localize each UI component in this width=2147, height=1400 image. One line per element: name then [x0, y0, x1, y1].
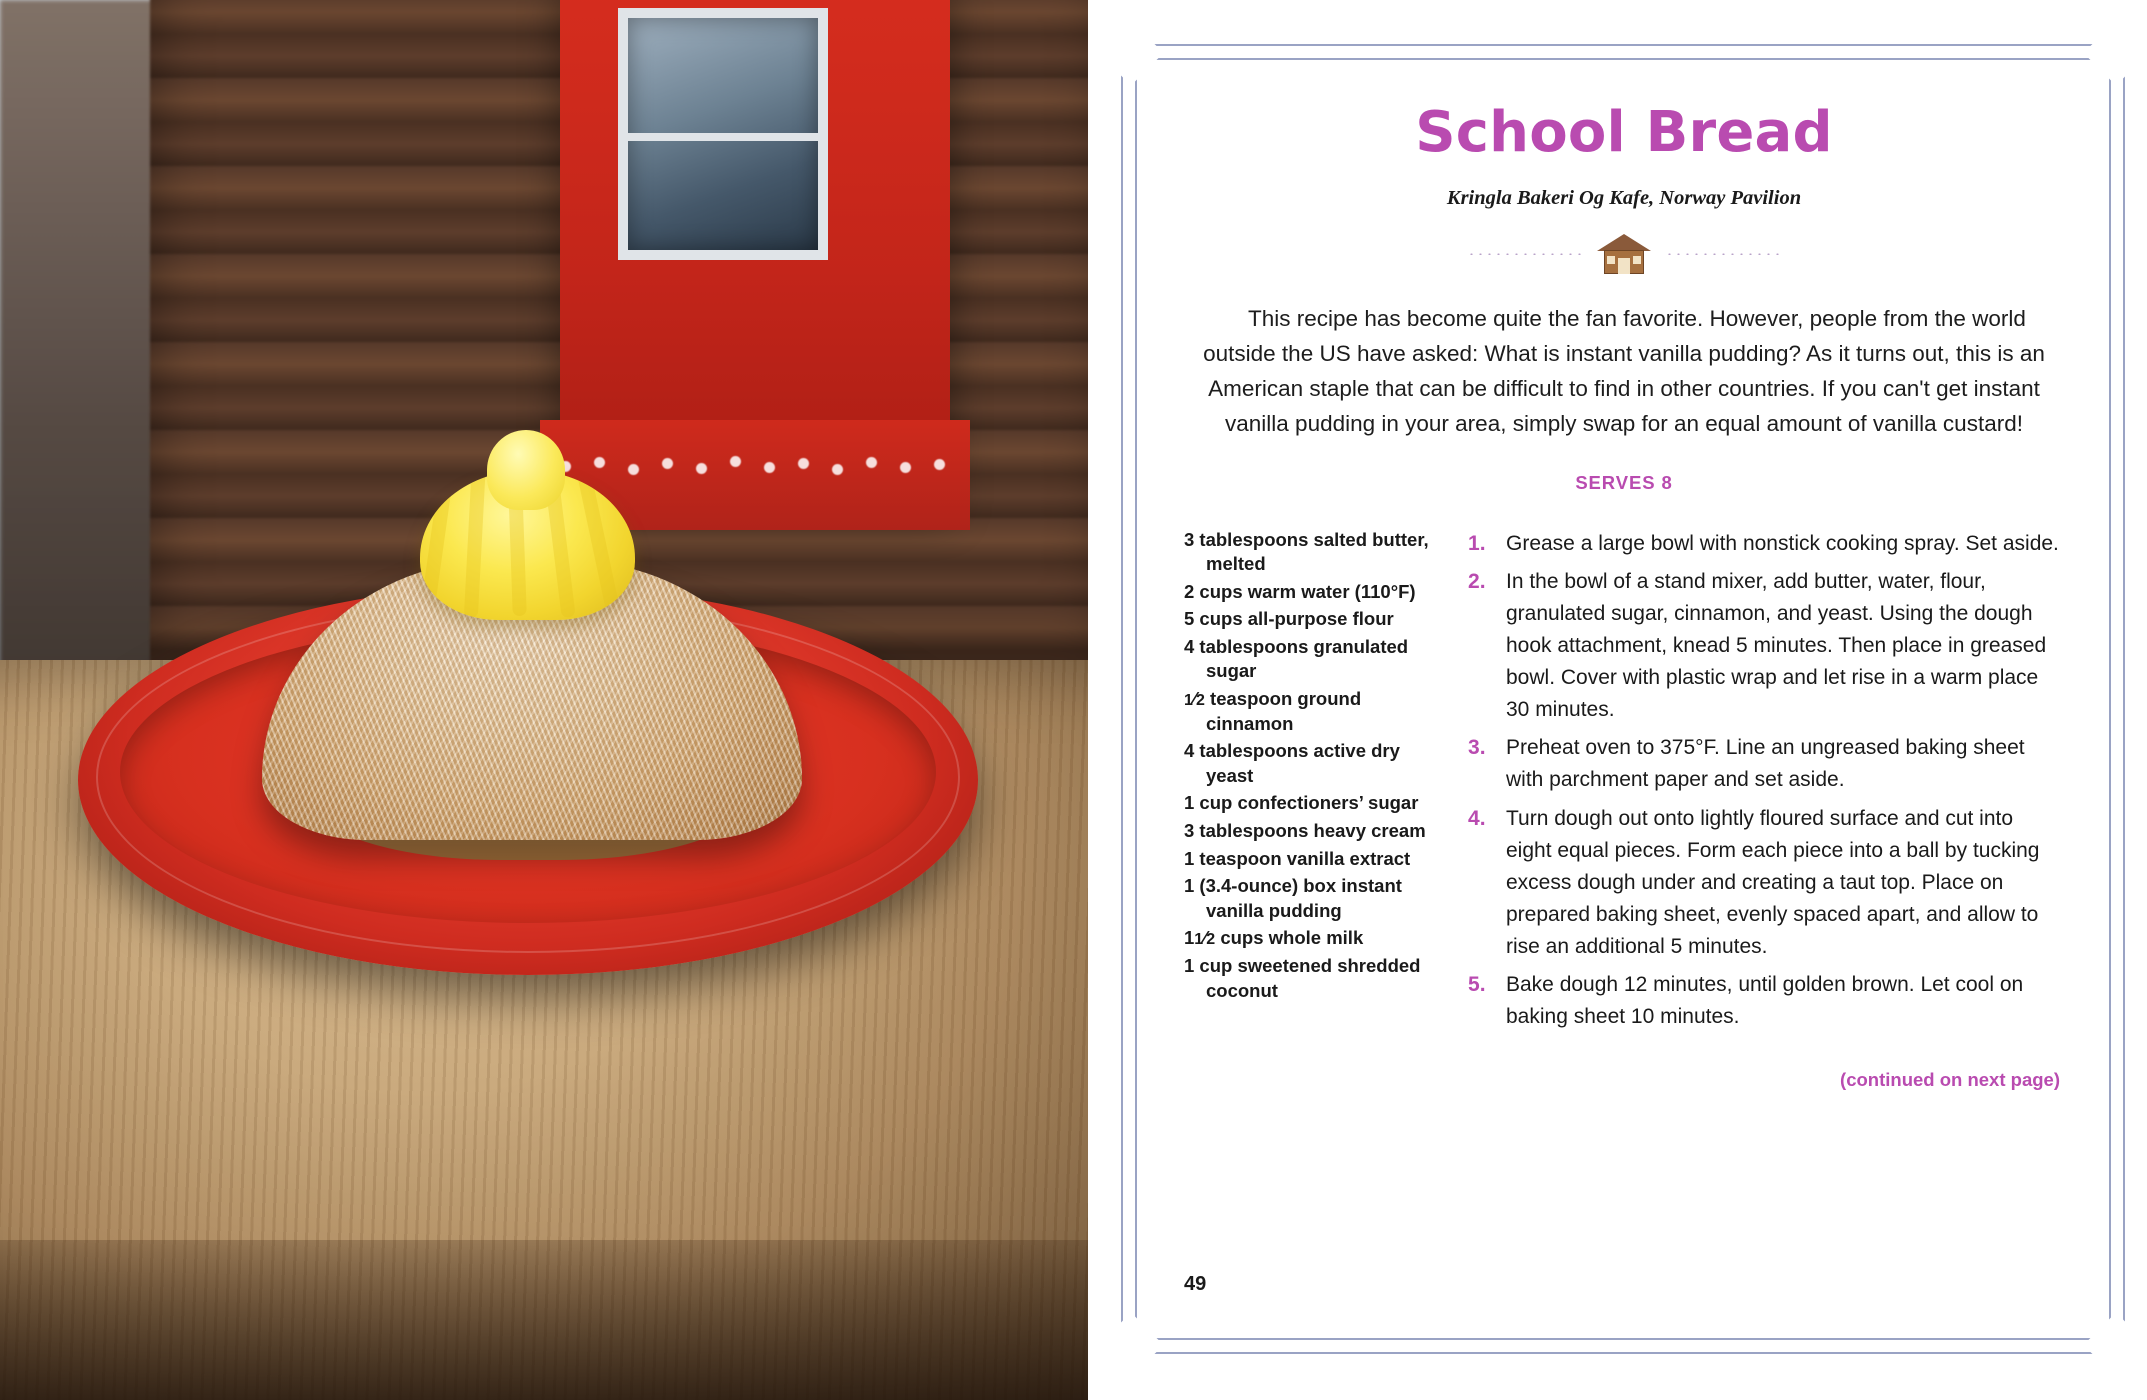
dot-rule-right	[1665, 253, 1781, 255]
list-item: Grease a large bowl with nonstick cooking spray. Set aside.	[1506, 531, 2059, 555]
list-item: 2 cups warm water (110°F)	[1184, 580, 1416, 602]
list-item: 3 tablespoons salted butter, melted	[1184, 528, 1429, 575]
instructions-list	[1468, 528, 2064, 1092]
continued-note: (continued on next page)	[1840, 1069, 2060, 1091]
list-item: 1 (3.4-ounce) box instant vanilla pudding	[1184, 875, 1402, 921]
decorative-dot-trim	[560, 455, 960, 495]
window-pane	[618, 8, 828, 260]
list-item: 4 tablespoons active dry yeast	[1184, 740, 1400, 786]
recipe-title: School Bread	[1415, 100, 1833, 165]
recipe-content	[1184, 80, 2064, 1091]
list-item: 1 cup sweetened shredded coconut	[1184, 955, 1421, 1001]
list-item: Bake dough 12 minutes, until golden brown. Let cool on baking sheet 10 minutes.	[1506, 973, 2024, 1029]
recipe-columns	[1184, 528, 2064, 1092]
list-item: 3 tablespoons heavy cream	[1184, 820, 1426, 842]
table-shadow	[0, 1240, 1088, 1400]
list-item: 1 cup confectioners’ sugar	[1184, 792, 1419, 814]
list-item: Preheat oven to 375°F. Line an ungreased baking sheet with parchment paper and set aside.	[1506, 736, 2025, 792]
dot-rule-left	[1467, 253, 1583, 255]
list-item: 4 tablespoons granulated sugar	[1184, 635, 1409, 682]
page-number: 49	[1184, 1273, 1207, 1295]
list-item: 11⁄2 cups whole milk	[1184, 927, 1364, 949]
serves-label: SERVES 8	[1575, 471, 1673, 493]
list-item: 1⁄2 teaspoon ground cinnamon	[1184, 688, 1362, 734]
recipe-page	[1088, 0, 2147, 1400]
ingredients-list	[1184, 528, 1432, 1092]
list-item: In the bowl of a stand mixer, add butter, water, flour, granulated sugar, cinnamon, and yeast. Using the dough hook attachment, knead 5 minutes. Then place in greased bowl. Cover with plastic wrap and let rise in a warm place 30 minutes.	[1506, 569, 2047, 722]
recipe-location: Kringla Bakeri Og Kafe, Norway Pavilion	[1446, 187, 1802, 209]
cream-peak	[487, 430, 565, 510]
cabin-icon	[1597, 232, 1651, 276]
list-item: 1 teaspoon vanilla extract	[1184, 847, 1411, 869]
list-item: 5 cups all-purpose flour	[1184, 608, 1394, 630]
list-item: Turn dough out onto lightly floured surface and cut into eight equal pieces. Form each piece into a ball by tucking excess dough under and creating a taut top. Place on prepared baking sheet, evenly spaced apart, and allow to rise an additional 5 minutes.	[1506, 806, 2040, 958]
recipe-intro: This recipe has become quite the fan favorite. However, people from the world outside the US have asked: What is instant vanilla pudding? As it turns out, this is an American staple that can be difficult to find in other countries. If you can't get instant vanilla pudding in your area, simply swap for an equal amount of vanilla custard!	[1203, 306, 2045, 436]
ornament-divider	[1184, 232, 2064, 276]
